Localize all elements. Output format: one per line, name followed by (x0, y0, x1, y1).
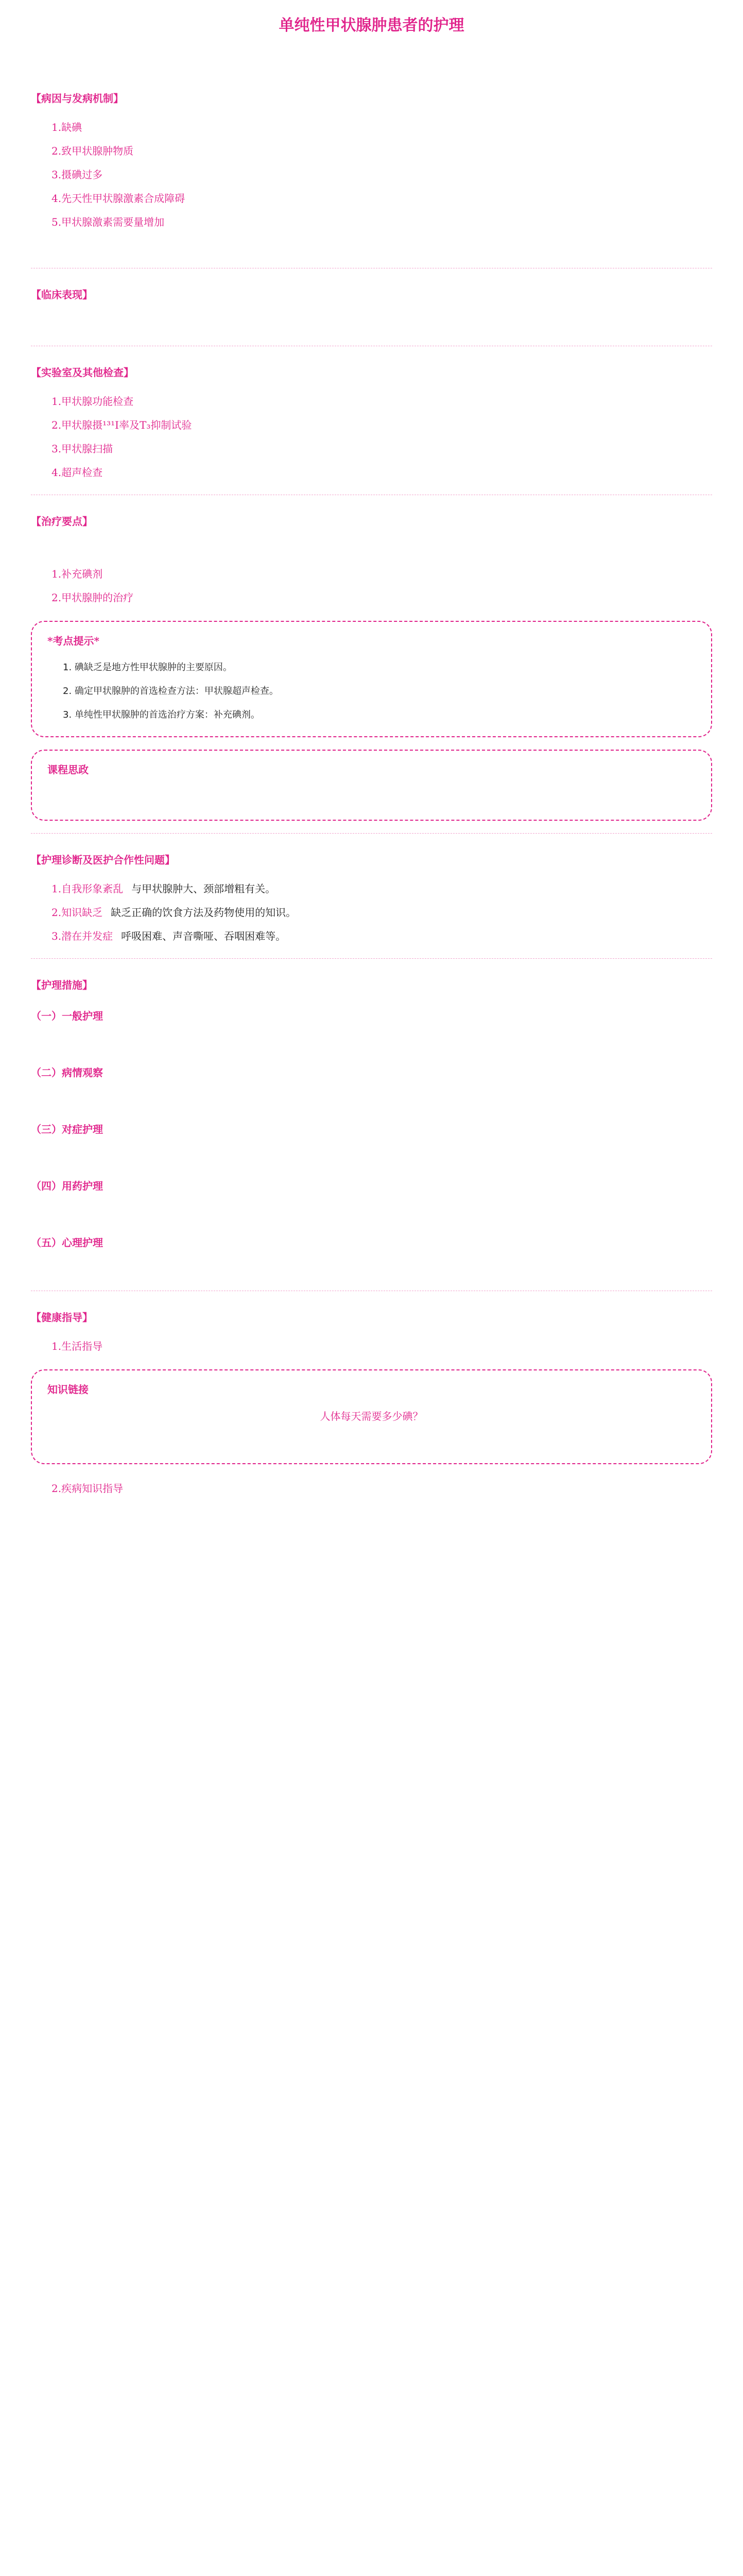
item-keyword: 潜在并发症 (61, 930, 113, 942)
treatment-list (31, 562, 712, 609)
civics-title: 课程思政 (47, 764, 89, 776)
nursing-subheading: （三）对症护理 (31, 1123, 103, 1136)
nursing-paragraph (31, 1257, 712, 1280)
nursing-paragraph (31, 1143, 712, 1167)
exam-item (31, 437, 712, 461)
item-text: 与甲状腺肿大、颈部增粗有关。 (131, 883, 276, 895)
item-keyword: 摄碘过多 (61, 168, 103, 181)
item-keyword: 致甲状腺肿物质 (61, 145, 134, 157)
exam-item (31, 461, 712, 484)
nursing-paragraph (31, 1200, 712, 1224)
etiology-item (31, 187, 712, 210)
health-heading: 【健康指导】 (31, 1311, 93, 1324)
treatment-item (31, 562, 712, 586)
nursing-subheading: （五）心理护理 (31, 1236, 103, 1249)
item-number: 4. (51, 192, 62, 205)
item-keyword: 甲状腺激素需要量增加 (61, 216, 165, 228)
treatment-heading: 【治疗要点】 (31, 515, 93, 528)
treatment-intro (31, 538, 712, 562)
health-item-disease (31, 1477, 712, 1500)
civics-box (31, 750, 712, 821)
health-item-life (31, 1334, 712, 1358)
nursing-subheading: （四）用药护理 (31, 1180, 103, 1192)
etiology-summary (31, 234, 712, 258)
exam-tips-box (31, 621, 712, 737)
item-number: 4. (51, 466, 62, 479)
nursing-paragraph (31, 1087, 712, 1110)
item-keyword: 补充碘剂 (61, 568, 103, 580)
diagnosis-list (31, 877, 712, 948)
knowledge-question: 人体每天需要多少碘？ (320, 1410, 423, 1422)
nursing-paragraph (31, 1030, 712, 1054)
item-keyword: 甲状腺功能检查 (61, 395, 134, 408)
diagnosis-item (31, 924, 712, 948)
item-text: 呼吸困难、声音嘶哑、吞咽困难等。 (121, 930, 286, 942)
clinical-paragraph (31, 312, 712, 335)
nursing-subheading: （一）一般护理 (31, 1010, 103, 1022)
divider (31, 958, 712, 959)
item-number: 5. (51, 216, 62, 228)
item-keyword: 甲状腺扫描 (61, 443, 113, 455)
exam-tips-title: *考点提示* (47, 635, 99, 647)
etiology-item (31, 139, 712, 163)
item-number: 3. (51, 443, 62, 455)
item-keyword: 知识缺乏 (61, 906, 103, 919)
treatment-item (31, 586, 712, 609)
item-number: 2. (51, 1482, 62, 1495)
diagnosis-heading: 【护理诊断及医护合作性问题】 (31, 854, 175, 866)
item-number: 2. (51, 906, 62, 919)
item-number: 1. (51, 568, 62, 580)
item-keyword: 甲状腺肿的治疗 (61, 591, 134, 604)
item-keyword: 自我形象紊乱 (61, 883, 124, 895)
intro-paragraph (31, 48, 712, 72)
item-keyword: 甲状腺摄¹³¹I率及T₃抑制试验 (61, 419, 192, 431)
exams-heading: 【实验室及其他检查】 (31, 366, 134, 379)
divider (31, 833, 712, 834)
item-keyword: 生活指导 (61, 1340, 103, 1352)
diagnosis-item (31, 877, 712, 901)
exam-tips-list (32, 653, 711, 736)
item-keyword: 疾病知识指导 (61, 1482, 124, 1495)
knowledge-answer (53, 1428, 690, 1452)
item-text: 缺乏正确的饮食方法及药物使用的知识。 (111, 906, 297, 919)
knowledge-title: 知识链接 (47, 1383, 89, 1396)
item-number: 1. (51, 1340, 62, 1352)
item-number: 1. (51, 883, 62, 895)
nursing-subheading: （二）病情观察 (31, 1066, 103, 1079)
document-title: 单纯性甲状腺肿患者的护理 (279, 16, 464, 35)
item-keyword: 超声检查 (61, 466, 103, 479)
item-keyword: 缺碘 (61, 121, 82, 133)
item-number: 1. (51, 395, 62, 408)
etiology-item (31, 115, 712, 139)
etiology-heading: 【病因与发病机制】 (31, 92, 124, 105)
exams-list (31, 389, 712, 484)
etiology-item (31, 163, 712, 187)
knowledge-box (31, 1369, 712, 1464)
etiology-list (31, 115, 712, 234)
item-number: 1. (51, 121, 62, 133)
exam-item (31, 389, 712, 413)
item-keyword: 先天性甲状腺激素合成障碍 (61, 192, 185, 205)
item-number: 3. (51, 168, 62, 181)
exam-tip: 3. 单纯性甲状腺肿的首选治疗方案：补充碘剂。 (63, 709, 260, 720)
exam-item (31, 413, 712, 437)
exam-tip: 2. 确定甲状腺肿的首选检查方法：甲状腺超声检查。 (63, 686, 279, 697)
diagnosis-item (31, 901, 712, 924)
item-number: 2. (51, 145, 62, 157)
item-number: 2. (51, 591, 62, 604)
nursing-heading: 【护理措施】 (31, 979, 93, 991)
civics-text (32, 782, 711, 820)
exam-tip: 1. 碘缺乏是地方性甲状腺肿的主要原因。 (63, 662, 232, 673)
item-number: 2. (51, 419, 62, 431)
item-number: 3. (51, 930, 62, 942)
clinical-heading: 【临床表现】 (31, 289, 93, 301)
etiology-item (31, 210, 712, 234)
nursing-list (31, 1004, 712, 1280)
